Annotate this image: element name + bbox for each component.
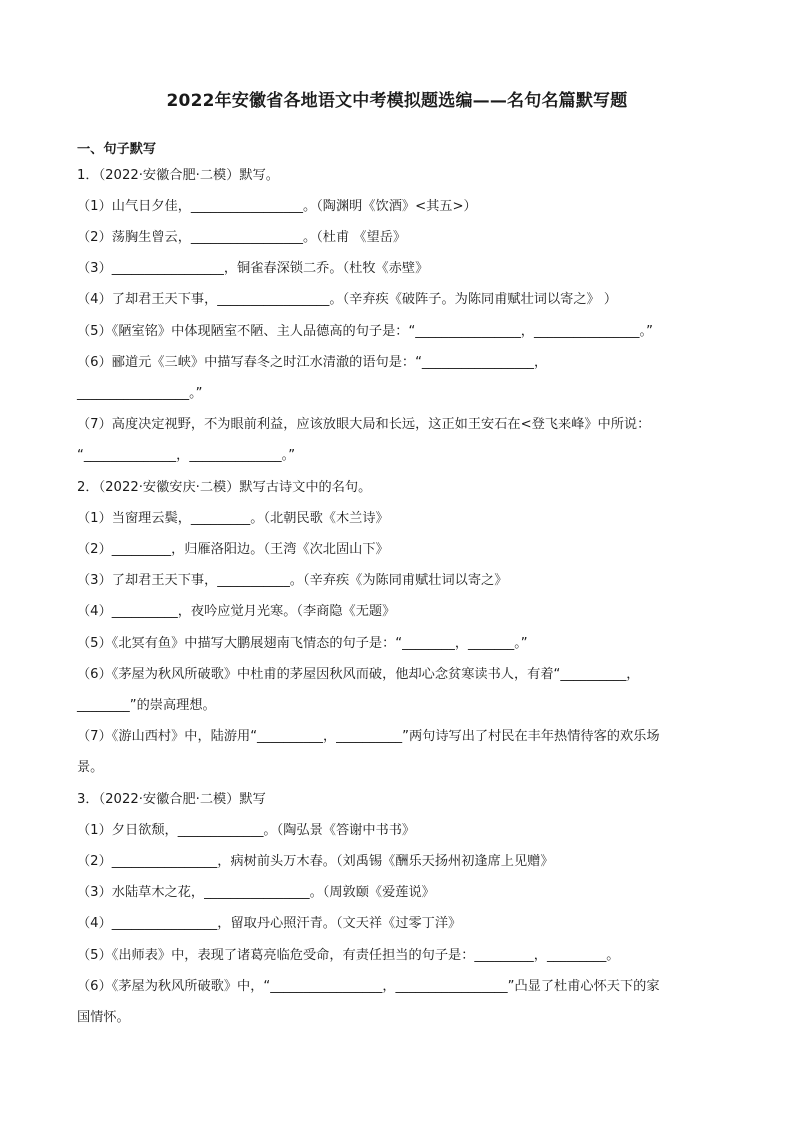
question-2-item-6: （6）《茅屋为秋风所破歌》中杜甫的茅屋因秋风而破，他却心念贫寒读书人，有着“__________， <box>77 667 640 682</box>
question-3-item-3: （3）水陆草木之花，________________。（周敦颐《爱莲说》 <box>77 885 435 900</box>
question-3-item-6-cont: 国情怀。 <box>77 1010 130 1025</box>
question-1-item-1: （1）山气日夕佳，_________________。（陶渊明《饮酒》<其五>） <box>77 199 477 214</box>
question-3-item-2: （2）________________，病树前头万木春。（刘禹锡《酬乐天扬州初逢席上见赠》 <box>77 854 554 869</box>
question-1-item-5: （5）《陋室铭》中体现陋室不陋、主人品德高的句子是：“________________，________________。” <box>77 324 653 339</box>
question-3-item-4: （4）________________，留取丹心照汗青。（文天祥《过零丁洋》 <box>77 916 462 931</box>
question-1-item-7: （7）高度决定视野，不为眼前利益，应该放眼大局和长远，这正如王安石在<登飞来峰》中所说： <box>77 417 651 432</box>
question-3-stem: 3．（2022·安徽合肥·二模）默写 <box>77 792 266 807</box>
question-1-item-3: （3）_________________，铜雀春深锁二乔。（杜牧《赤壁》 <box>77 261 429 276</box>
question-1-item-6-cont: _________________。” <box>77 386 203 401</box>
question-1-item-2: （2）荡胸生曾云，_________________。（杜甫 《望岳》 <box>77 230 407 245</box>
question-2-item-3: （3）了却君王天下事，___________。（辛弃疾《为陈同甫赋壮词以寄之》 <box>77 573 508 588</box>
question-2-stem: 2．（2022·安徽安庆·二模）默写古诗文中的名句。 <box>77 480 372 495</box>
question-3-item-1: （1）夕日欲颓，_____________。（陶弘景《答谢中书书》 <box>77 823 416 838</box>
question-2-item-7-cont: 景。 <box>77 760 104 775</box>
question-2-item-7: （7）《游山西村》中，陆游用“__________，__________”两句诗写出了村民在丰年热情待客的欢乐场 <box>77 729 660 744</box>
question-3-item-6: （6）《茅屋为秋风所破歌》中，“_________________，_________________”凸显了杜甫心怀天下的家 <box>77 979 660 994</box>
question-2-item-5: （5）《北冥有鱼》中描写大鹏展翅南飞情态的句子是：“________，_______。” <box>77 636 528 651</box>
question-1-item-7-cont: “______________，______________。” <box>77 448 296 463</box>
question-1-stem: 1．（2022·安徽合肥·二模）默写。 <box>77 168 279 183</box>
question-2-item-2: （2）_________，归雁洛阳边。（王湾《次北固山下》 <box>77 542 389 557</box>
question-3-item-5: （5）《出师表》中，表现了诸葛亮临危受命，有责任担当的句子是：_________，_________。 <box>77 948 620 963</box>
question-2-item-6-cont: ________”的崇高理想。 <box>77 698 216 713</box>
question-1-item-4: （4）了却君王天下事，_________________。（辛弃疾《破阵子。为陈同甫赋壮词以寄之》 ） <box>77 292 618 307</box>
question-2-item-4: （4）__________，夜吟应觉月光寒。（李商隐《无题》 <box>77 604 396 619</box>
section-heading: 一、句子默写 <box>77 142 157 157</box>
question-2-item-1: （1）当窗理云鬓，_________。（北朝民歌《木兰诗》 <box>77 511 389 526</box>
question-1-item-6: （6）郦道元《三峡》中描写春冬之时江水清澈的语句是：“_________________， <box>77 355 548 370</box>
document-title: 2022年安徽省各地语文中考模拟题选编——名句名篇默写题 <box>166 91 628 111</box>
